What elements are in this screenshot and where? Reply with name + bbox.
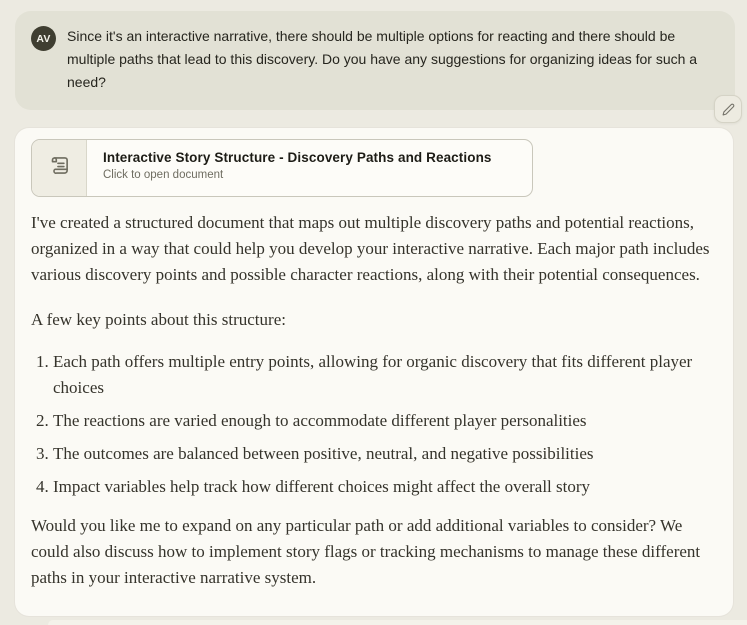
artifact-card[interactable]: [31, 139, 533, 197]
artifact-title: Interactive Story Structure - Discovery Paths and Reactions: [103, 150, 492, 165]
pencil-icon: [722, 103, 735, 116]
list-item: 1. Each path offers multiple entry points, allowing for organic discovery that fits different player choices: [53, 349, 717, 401]
user-avatar: [31, 26, 56, 51]
artifact-icon-section: [32, 140, 87, 196]
user-message-text: Since it's an interactive narrative, there should be multiple options for reacting and there should be multiple paths that lead to this discovery. Do you have any suggestions for organizing ideas for such a need?: [67, 28, 698, 90]
paragraph-intro: I've created a structured document that maps out multiple discovery paths and potential reactions, organized in a way that could help you develop your interactive narrative. Each major path includes various discovery points and possible character reactions, along with their potential consequences.: [31, 213, 710, 284]
artifact-subtitle: Click to open document: [103, 169, 224, 181]
assistant-prose: [31, 210, 717, 591]
artifact-text-section: [87, 140, 508, 196]
key-points-list: [31, 349, 717, 500]
assistant-message: [15, 128, 733, 616]
paragraph-closing: Would you like me to expand on any particular path or add additional variables to consider? We could also discuss how to implement story flags or tracking mechanisms to manage these different paths in your interactive narrative system.: [31, 516, 701, 587]
user-message-bubble: [15, 11, 735, 110]
list-item: 4. Impact variables help track how different choices might affect the overall story: [53, 474, 717, 500]
next-message-peek: [48, 620, 747, 625]
user-avatar-initials: AV: [36, 32, 51, 45]
list-item: 3. The outcomes are balanced between positive, neutral, and negative possibilities: [53, 441, 717, 467]
edit-message-button[interactable]: [714, 95, 742, 123]
list-item: 2. The reactions are varied enough to accommodate different player personalities: [53, 408, 717, 434]
document-scroll-icon: [46, 153, 72, 184]
paragraph-key-points: A few key points about this structure:: [31, 310, 286, 329]
